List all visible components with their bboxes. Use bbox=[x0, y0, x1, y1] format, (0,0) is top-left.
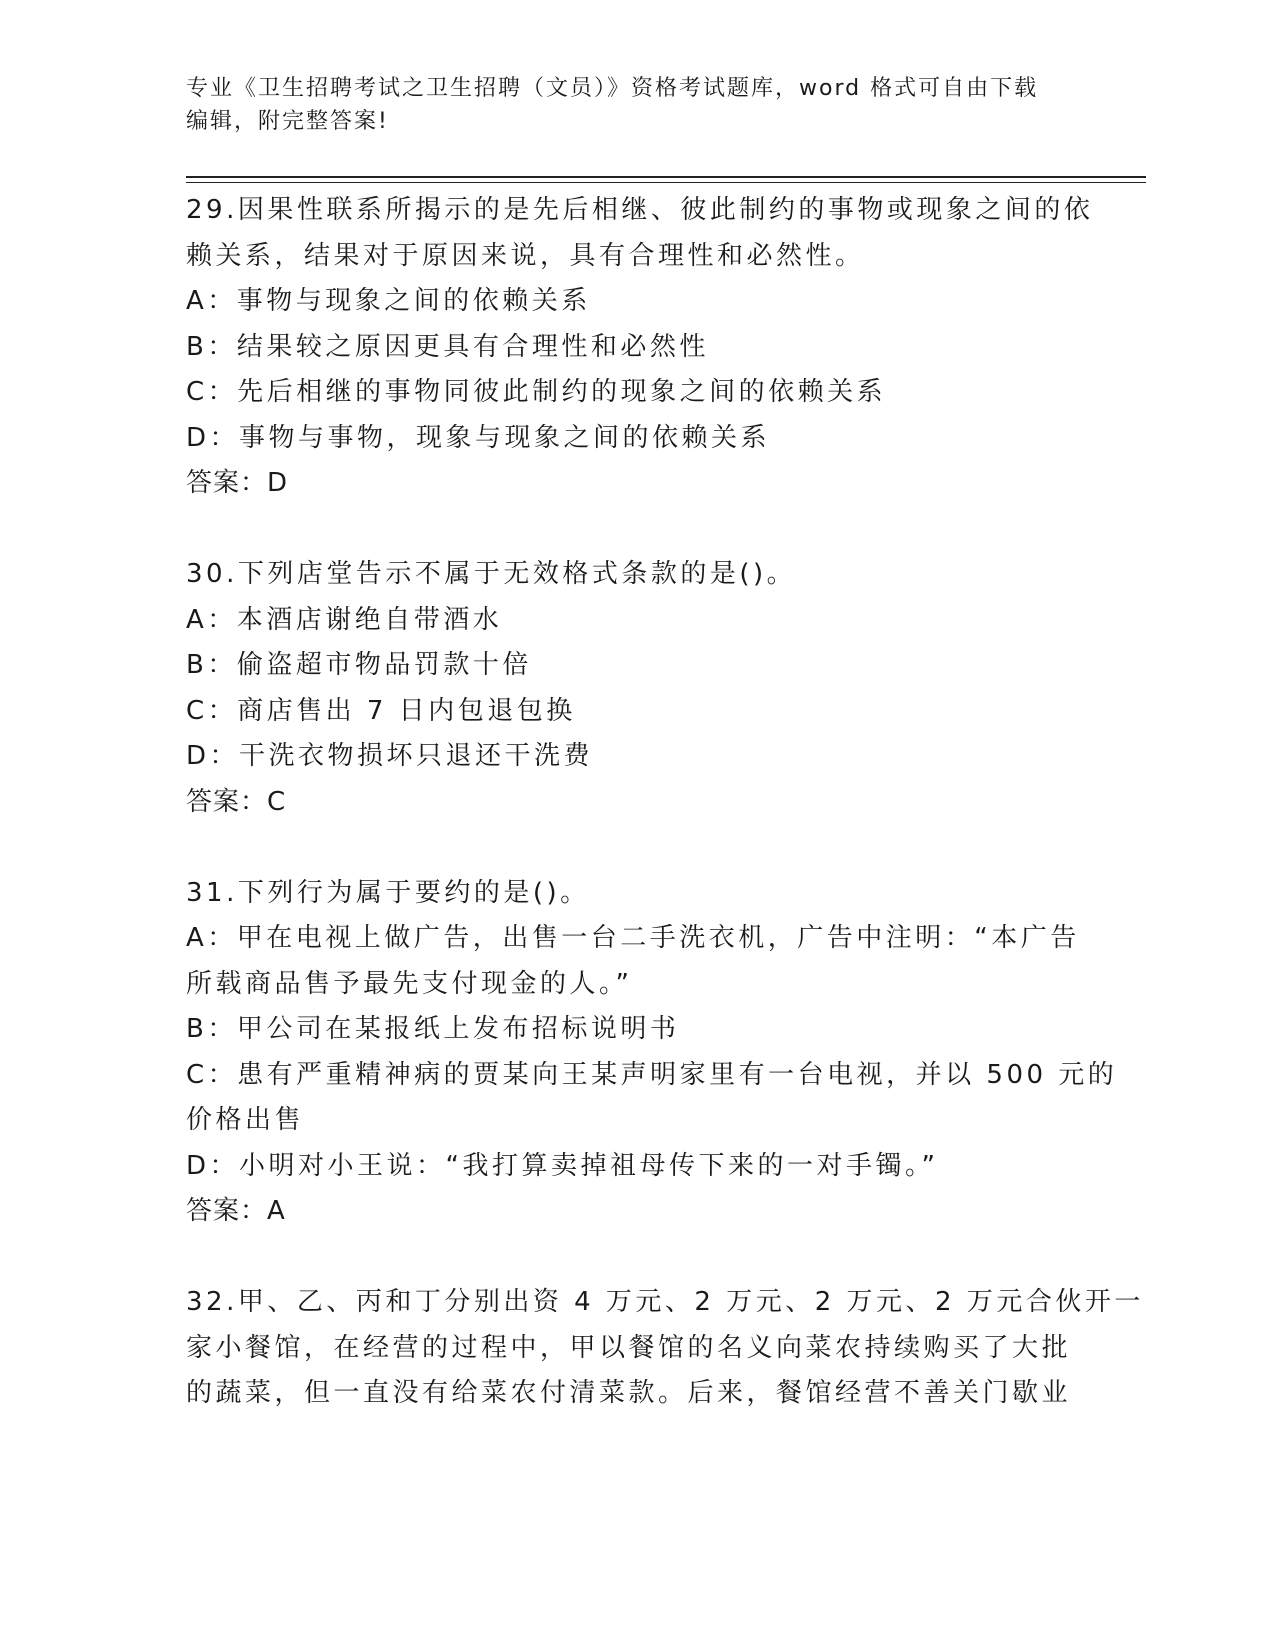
spacer bbox=[186, 507, 1086, 553]
option-b: B：甲公司在某报纸上发布招标说明书 bbox=[186, 1014, 680, 1044]
spacer bbox=[186, 1235, 1086, 1281]
answer-label: 答案：A bbox=[186, 1196, 286, 1226]
question-stem: 29.因果性联系所揭示的是先后相继、彼此制约的事物或现象之间的依 bbox=[186, 195, 1094, 225]
question-block bbox=[186, 871, 1118, 1235]
answer-label: 答案：C bbox=[186, 786, 287, 817]
option-d: D：事物与事物，现象与现象之间的依赖关系 bbox=[186, 422, 771, 453]
spacer bbox=[186, 825, 1086, 871]
question-block bbox=[186, 552, 1086, 825]
header-divider-thin bbox=[186, 182, 1146, 183]
answer-label: 答案：D bbox=[186, 468, 289, 498]
option-c: C：商店售出 7 日内包退包换 bbox=[186, 695, 576, 726]
header-line-2: 编辑，附完整答案! bbox=[186, 109, 389, 134]
option-a: A：甲在电视上做广告，出售一台二手洗衣机，广告中注明：“本广告 bbox=[186, 923, 1080, 953]
option-d: D：小明对小王说：“我打算卖掉祖母传下来的一对手镯。” bbox=[186, 1150, 939, 1181]
option-d: D：干洗衣物损坏只退还干洗费 bbox=[186, 741, 594, 771]
question-stem: 30.下列店堂告示不属于无效格式条款的是()。 bbox=[186, 559, 797, 589]
question-stem: 赖关系，结果对于原因来说，具有合理性和必然性。 bbox=[186, 240, 865, 271]
option-b: B：偷盗超市物品罚款十倍 bbox=[186, 650, 532, 680]
option-c-continued: 价格出售 bbox=[186, 1105, 305, 1135]
question-stem: 的蔬菜，但一直没有给菜农付清菜款。后来，餐馆经营不善关门歇业 bbox=[186, 1378, 1072, 1408]
option-b: B：结果较之原因更具有合理性和必然性 bbox=[186, 331, 709, 362]
question-list bbox=[186, 188, 1144, 1417]
option-a: A：事物与现象之间的依赖关系 bbox=[186, 286, 591, 316]
option-c: C：先后相继的事物同彼此制约的现象之间的依赖关系 bbox=[186, 377, 887, 407]
question-stem: 32.甲、乙、丙和丁分别出资 4 万元、2 万元、2 万元、2 万元合伙开一 bbox=[186, 1287, 1144, 1317]
question-block bbox=[186, 1280, 1144, 1417]
question-stem: 31.下列行为属于要约的是()。 bbox=[186, 877, 590, 908]
header-line-1: 专业《卫生招聘考试之卫生招聘（文员）》资格考试题库，word 格式可自由下载 bbox=[186, 76, 1039, 101]
header-divider-thick bbox=[186, 176, 1146, 178]
question-stem: 家小餐馆，在经营的过程中，甲以餐馆的名义向菜农持续购买了大批 bbox=[186, 1332, 1072, 1363]
option-c: C：患有严重精神病的贾某向王某声明家里有一台电视，并以 500 元的 bbox=[186, 1059, 1118, 1090]
option-a: A：本酒店谢绝自带酒水 bbox=[186, 604, 503, 635]
question-block bbox=[186, 188, 1094, 507]
document-header bbox=[186, 72, 1066, 138]
option-a-continued: 所载商品售予最先支付现金的人。” bbox=[186, 968, 633, 999]
